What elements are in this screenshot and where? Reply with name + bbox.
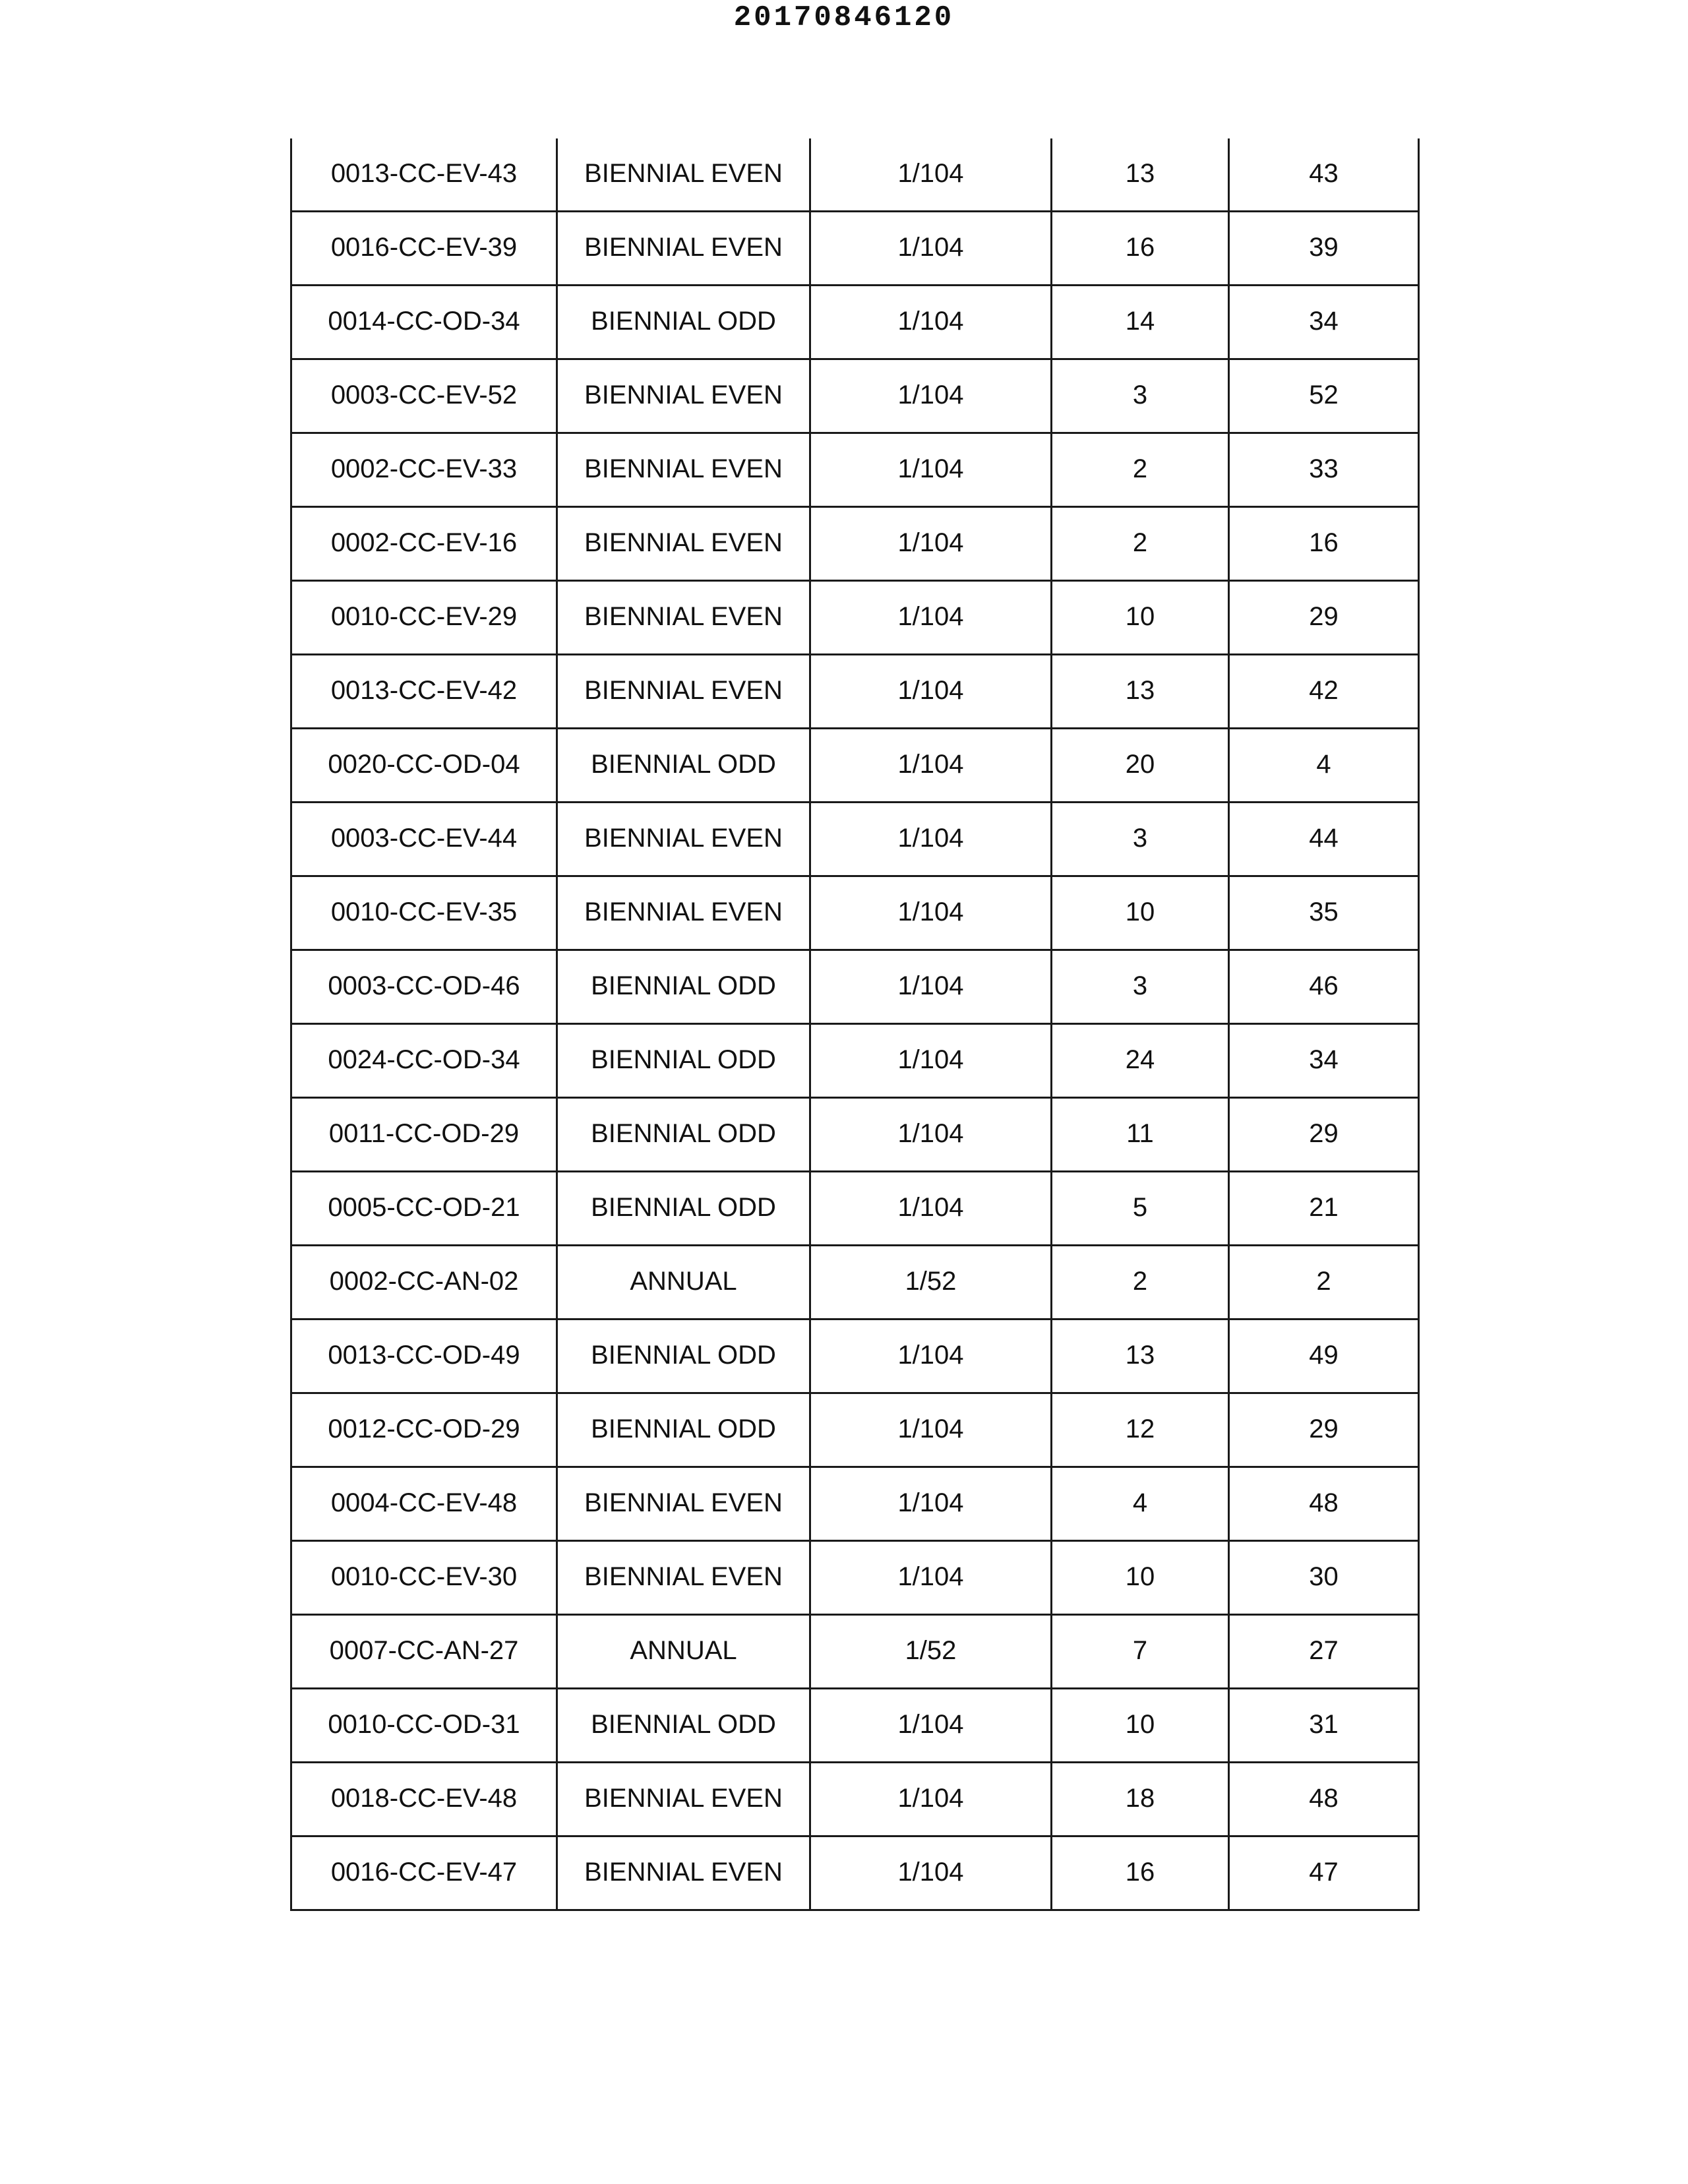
frequency-cell	[557, 433, 810, 507]
sequence-text: 35	[1309, 897, 1339, 926]
table-row	[291, 1320, 1419, 1393]
sequence-cell	[1229, 1320, 1419, 1393]
week-text: 11	[1126, 1118, 1154, 1148]
table-row	[291, 507, 1419, 581]
sequence-text: 46	[1309, 971, 1339, 1000]
table-row	[291, 1689, 1419, 1763]
frequency-cell	[557, 1541, 810, 1615]
ratio-text: 1/104	[897, 601, 964, 631]
ratio-text: 1/104	[897, 1783, 964, 1813]
week-cell	[1052, 1393, 1229, 1467]
ratio-cell	[810, 1541, 1052, 1615]
ratio-cell	[810, 1763, 1052, 1836]
week-text: 3	[1132, 823, 1148, 853]
table-row	[291, 655, 1419, 729]
sequence-cell	[1229, 138, 1419, 212]
ratio-cell	[810, 1320, 1052, 1393]
table-row	[291, 876, 1419, 950]
ratio-text: 1/104	[897, 675, 964, 705]
week-cell	[1052, 1246, 1229, 1320]
sequence-text: 48	[1309, 1488, 1339, 1517]
table-row	[291, 1246, 1419, 1320]
week-cell	[1052, 359, 1229, 433]
item-id-cell	[291, 1763, 557, 1836]
frequency-text: BIENNIAL EVEN	[584, 1857, 783, 1887]
frequency-text: BIENNIAL EVEN	[584, 675, 783, 705]
table-row	[291, 1098, 1419, 1172]
table-row	[291, 1836, 1419, 1910]
sequence-text: 4	[1316, 749, 1331, 779]
week-cell	[1052, 1024, 1229, 1098]
ratio-text: 1/104	[897, 454, 964, 483]
item-id-cell	[291, 876, 557, 950]
sequence-cell	[1229, 1763, 1419, 1836]
week-cell	[1052, 581, 1229, 655]
item-id-text: 0003-CC-EV-52	[330, 380, 518, 410]
frequency-cell	[557, 655, 810, 729]
item-id-text: 0010-CC-EV-35	[330, 897, 518, 926]
ratio-text: 1/104	[897, 1045, 964, 1074]
frequency-cell	[557, 950, 810, 1024]
sequence-cell	[1229, 950, 1419, 1024]
item-id-text: 0013-CC-EV-43	[330, 158, 518, 188]
ratio-cell	[810, 1172, 1052, 1246]
frequency-cell	[557, 1615, 810, 1689]
ratio-cell	[810, 433, 1052, 507]
item-id-text: 0016-CC-EV-39	[330, 232, 518, 262]
item-id-cell	[291, 950, 557, 1024]
sequence-text: 33	[1309, 454, 1339, 483]
week-cell	[1052, 1689, 1229, 1763]
frequency-text: BIENNIAL ODD	[591, 749, 776, 779]
table-row	[291, 1541, 1419, 1615]
ratio-cell	[810, 286, 1052, 359]
frequency-cell	[557, 729, 810, 803]
item-id-cell	[291, 1320, 557, 1393]
sequence-text: 16	[1309, 528, 1339, 557]
sequence-text: 29	[1309, 601, 1339, 631]
frequency-cell	[557, 212, 810, 286]
table-row	[291, 1763, 1419, 1836]
item-id-cell	[291, 138, 557, 212]
item-id-text: 0003-CC-EV-44	[330, 823, 518, 853]
item-id-cell	[291, 1836, 557, 1910]
frequency-cell	[557, 803, 810, 876]
frequency-text: BIENNIAL ODD	[591, 1709, 776, 1739]
sequence-text: 34	[1309, 1045, 1339, 1074]
sequence-text: 47	[1309, 1857, 1339, 1887]
ratio-cell	[810, 876, 1052, 950]
sequence-cell	[1229, 359, 1419, 433]
sequence-text: 30	[1309, 1562, 1339, 1591]
week-text: 5	[1132, 1192, 1148, 1222]
sequence-text: 43	[1309, 158, 1339, 188]
item-id-cell	[291, 1024, 557, 1098]
sequence-text: 29	[1309, 1414, 1339, 1443]
item-id-text: 0007-CC-AN-27	[329, 1635, 519, 1665]
week-cell	[1052, 286, 1229, 359]
item-id-cell	[291, 1467, 557, 1541]
item-id-text: 0010-CC-OD-31	[328, 1709, 520, 1739]
sequence-text: 27	[1309, 1635, 1339, 1665]
table-row	[291, 950, 1419, 1024]
frequency-cell	[557, 876, 810, 950]
frequency-text: BIENNIAL EVEN	[584, 897, 783, 926]
week-text: 20	[1125, 749, 1155, 779]
frequency-text: BIENNIAL EVEN	[584, 528, 783, 557]
ratio-cell	[810, 950, 1052, 1024]
week-text: 2	[1132, 1266, 1148, 1296]
ratio-text: 1/52	[905, 1266, 957, 1296]
item-id-text: 0013-CC-OD-49	[328, 1340, 520, 1370]
sequence-text: 31	[1309, 1709, 1339, 1739]
sequence-cell	[1229, 1615, 1419, 1689]
sequence-text: 2	[1316, 1266, 1331, 1296]
sequence-text: 39	[1309, 232, 1339, 262]
item-id-cell	[291, 729, 557, 803]
item-id-text: 0016-CC-EV-47	[330, 1857, 518, 1887]
ratio-cell	[810, 1689, 1052, 1763]
ratio-cell	[810, 1024, 1052, 1098]
week-cell	[1052, 1541, 1229, 1615]
item-id-cell	[291, 212, 557, 286]
ratio-cell	[810, 803, 1052, 876]
ratio-text: 1/104	[897, 749, 964, 779]
table-row	[291, 1615, 1419, 1689]
week-text: 12	[1125, 1414, 1155, 1443]
frequency-cell	[557, 1393, 810, 1467]
week-text: 7	[1132, 1635, 1148, 1665]
frequency-text: BIENNIAL ODD	[591, 1414, 776, 1443]
ratio-text: 1/104	[897, 1857, 964, 1887]
frequency-cell	[557, 1246, 810, 1320]
item-id-text: 0020-CC-OD-04	[328, 749, 520, 779]
frequency-text: BIENNIAL EVEN	[584, 380, 783, 410]
sequence-text: 44	[1309, 823, 1339, 853]
frequency-cell	[557, 507, 810, 581]
document-number: 20170846120	[733, 1, 955, 34]
week-text: 4	[1132, 1488, 1148, 1517]
frequency-text: BIENNIAL EVEN	[584, 232, 783, 262]
week-text: 16	[1125, 232, 1155, 262]
week-cell	[1052, 1615, 1229, 1689]
week-cell	[1052, 655, 1229, 729]
ratio-cell	[810, 655, 1052, 729]
sequence-cell	[1229, 286, 1419, 359]
frequency-cell	[557, 1098, 810, 1172]
frequency-cell	[557, 1763, 810, 1836]
table-row	[291, 729, 1419, 803]
frequency-text: ANNUAL	[630, 1266, 737, 1296]
frequency-text: BIENNIAL ODD	[591, 1340, 776, 1370]
ratio-text: 1/104	[897, 897, 964, 926]
item-id-text: 0018-CC-EV-48	[330, 1783, 518, 1813]
ratio-cell	[810, 1393, 1052, 1467]
sequence-cell	[1229, 1467, 1419, 1541]
item-id-text: 0014-CC-OD-34	[328, 306, 520, 336]
ratio-text: 1/104	[897, 823, 964, 853]
sequence-cell	[1229, 1689, 1419, 1763]
ratio-text: 1/104	[897, 158, 964, 188]
ratio-text: 1/104	[897, 306, 964, 336]
ratio-text: 1/104	[897, 1562, 964, 1591]
item-id-cell	[291, 359, 557, 433]
frequency-cell	[557, 1689, 810, 1763]
week-text: 2	[1132, 528, 1148, 557]
item-id-text: 0012-CC-OD-29	[328, 1414, 520, 1443]
frequency-cell	[557, 581, 810, 655]
frequency-text: BIENNIAL EVEN	[584, 823, 783, 853]
sequence-cell	[1229, 1393, 1419, 1467]
item-id-text: 0010-CC-EV-29	[330, 601, 518, 631]
ratio-cell	[810, 1836, 1052, 1910]
item-id-cell	[291, 1172, 557, 1246]
week-text: 2	[1132, 454, 1148, 483]
frequency-cell	[557, 286, 810, 359]
week-text: 10	[1125, 1709, 1155, 1739]
item-id-cell	[291, 1541, 557, 1615]
frequency-text: BIENNIAL ODD	[591, 1192, 776, 1222]
item-id-cell	[291, 1393, 557, 1467]
ratio-text: 1/104	[897, 1709, 964, 1739]
table-row	[291, 1172, 1419, 1246]
item-id-text: 0010-CC-EV-30	[330, 1562, 518, 1591]
week-cell	[1052, 1172, 1229, 1246]
week-cell	[1052, 1098, 1229, 1172]
week-text: 14	[1125, 306, 1155, 336]
week-cell	[1052, 138, 1229, 212]
table-row	[291, 1393, 1419, 1467]
frequency-cell	[557, 1320, 810, 1393]
sequence-cell	[1229, 1098, 1419, 1172]
sequence-cell	[1229, 876, 1419, 950]
frequency-cell	[557, 1467, 810, 1541]
item-id-cell	[291, 1098, 557, 1172]
sequence-cell	[1229, 507, 1419, 581]
frequency-text: BIENNIAL ODD	[591, 306, 776, 336]
ratio-text: 1/104	[897, 380, 964, 410]
sequence-text: 29	[1309, 1118, 1339, 1148]
ratio-cell	[810, 507, 1052, 581]
week-text: 13	[1125, 1340, 1155, 1370]
sequence-text: 42	[1309, 675, 1339, 705]
schedule-table	[290, 138, 1420, 1911]
week-text: 10	[1125, 1562, 1155, 1591]
ratio-cell	[810, 138, 1052, 212]
frequency-text: ANNUAL	[630, 1635, 737, 1665]
item-id-text: 0004-CC-EV-48	[330, 1488, 518, 1517]
ratio-text: 1/104	[897, 1192, 964, 1222]
frequency-text: BIENNIAL EVEN	[584, 1488, 783, 1517]
table-row	[291, 803, 1419, 876]
week-text: 24	[1125, 1045, 1155, 1074]
week-cell	[1052, 212, 1229, 286]
frequency-text: BIENNIAL EVEN	[584, 1562, 783, 1591]
week-cell	[1052, 433, 1229, 507]
table-body	[291, 138, 1419, 1910]
week-text: 13	[1125, 158, 1155, 188]
week-text: 13	[1125, 675, 1155, 705]
ratio-text: 1/52	[905, 1635, 957, 1665]
item-id-cell	[291, 1615, 557, 1689]
item-id-cell	[291, 286, 557, 359]
frequency-cell	[557, 1836, 810, 1910]
item-id-text: 0002-CC-EV-16	[330, 528, 518, 557]
week-cell	[1052, 1467, 1229, 1541]
table-row	[291, 1467, 1419, 1541]
frequency-text: BIENNIAL EVEN	[584, 601, 783, 631]
ratio-text: 1/104	[897, 1488, 964, 1517]
week-text: 16	[1125, 1857, 1155, 1887]
sequence-cell	[1229, 1836, 1419, 1910]
week-cell	[1052, 876, 1229, 950]
week-cell	[1052, 507, 1229, 581]
ratio-cell	[810, 1246, 1052, 1320]
frequency-text: BIENNIAL EVEN	[584, 1783, 783, 1813]
week-cell	[1052, 803, 1229, 876]
ratio-cell	[810, 1615, 1052, 1689]
week-text: 3	[1132, 380, 1148, 410]
sequence-cell	[1229, 1541, 1419, 1615]
ratio-text: 1/104	[897, 971, 964, 1000]
item-id-text: 0002-CC-AN-02	[329, 1266, 519, 1296]
sequence-text: 52	[1309, 380, 1339, 410]
frequency-cell	[557, 1172, 810, 1246]
sequence-text: 49	[1309, 1340, 1339, 1370]
table-row	[291, 286, 1419, 359]
week-text: 10	[1125, 897, 1155, 926]
ratio-cell	[810, 1098, 1052, 1172]
item-id-cell	[291, 803, 557, 876]
ratio-text: 1/104	[897, 232, 964, 262]
sequence-cell	[1229, 212, 1419, 286]
week-cell	[1052, 950, 1229, 1024]
week-text: 3	[1132, 971, 1148, 1000]
item-id-cell	[291, 1246, 557, 1320]
week-cell	[1052, 1320, 1229, 1393]
sequence-cell	[1229, 1246, 1419, 1320]
frequency-text: BIENNIAL EVEN	[584, 158, 783, 188]
table-row	[291, 581, 1419, 655]
week-text: 18	[1125, 1783, 1155, 1813]
ratio-cell	[810, 1467, 1052, 1541]
frequency-cell	[557, 1024, 810, 1098]
item-id-cell	[291, 507, 557, 581]
ratio-text: 1/104	[897, 1414, 964, 1443]
frequency-cell	[557, 359, 810, 433]
sequence-cell	[1229, 433, 1419, 507]
week-cell	[1052, 729, 1229, 803]
ratio-cell	[810, 581, 1052, 655]
sequence-cell	[1229, 1024, 1419, 1098]
frequency-text: BIENNIAL ODD	[591, 971, 776, 1000]
ratio-text: 1/104	[897, 528, 964, 557]
table-row	[291, 359, 1419, 433]
ratio-text: 1/104	[897, 1118, 964, 1148]
frequency-cell	[557, 138, 810, 212]
ratio-cell	[810, 359, 1052, 433]
week-text: 10	[1125, 601, 1155, 631]
sequence-text: 48	[1309, 1783, 1339, 1813]
item-id-text: 0002-CC-EV-33	[330, 454, 518, 483]
ratio-cell	[810, 212, 1052, 286]
item-id-text: 0024-CC-OD-34	[328, 1045, 520, 1074]
frequency-text: BIENNIAL ODD	[591, 1118, 776, 1148]
item-id-cell	[291, 433, 557, 507]
table-row	[291, 138, 1419, 212]
table-row	[291, 433, 1419, 507]
sequence-cell	[1229, 803, 1419, 876]
item-id-cell	[291, 581, 557, 655]
sequence-text: 21	[1309, 1192, 1339, 1222]
sequence-cell	[1229, 581, 1419, 655]
sequence-cell	[1229, 655, 1419, 729]
ratio-text: 1/104	[897, 1340, 964, 1370]
table-row	[291, 212, 1419, 286]
schedule-table-container	[290, 138, 1418, 1911]
table-row	[291, 1024, 1419, 1098]
week-cell	[1052, 1763, 1229, 1836]
item-id-text: 0003-CC-OD-46	[328, 971, 520, 1000]
item-id-text: 0011-CC-OD-29	[328, 1118, 520, 1148]
item-id-text: 0005-CC-OD-21	[328, 1192, 520, 1222]
item-id-cell	[291, 655, 557, 729]
ratio-cell	[810, 729, 1052, 803]
sequence-cell	[1229, 729, 1419, 803]
item-id-cell	[291, 1689, 557, 1763]
sequence-cell	[1229, 1172, 1419, 1246]
frequency-text: BIENNIAL ODD	[591, 1045, 776, 1074]
sequence-text: 34	[1309, 306, 1339, 336]
item-id-text: 0013-CC-EV-42	[330, 675, 518, 705]
week-cell	[1052, 1836, 1229, 1910]
frequency-text: BIENNIAL EVEN	[584, 454, 783, 483]
